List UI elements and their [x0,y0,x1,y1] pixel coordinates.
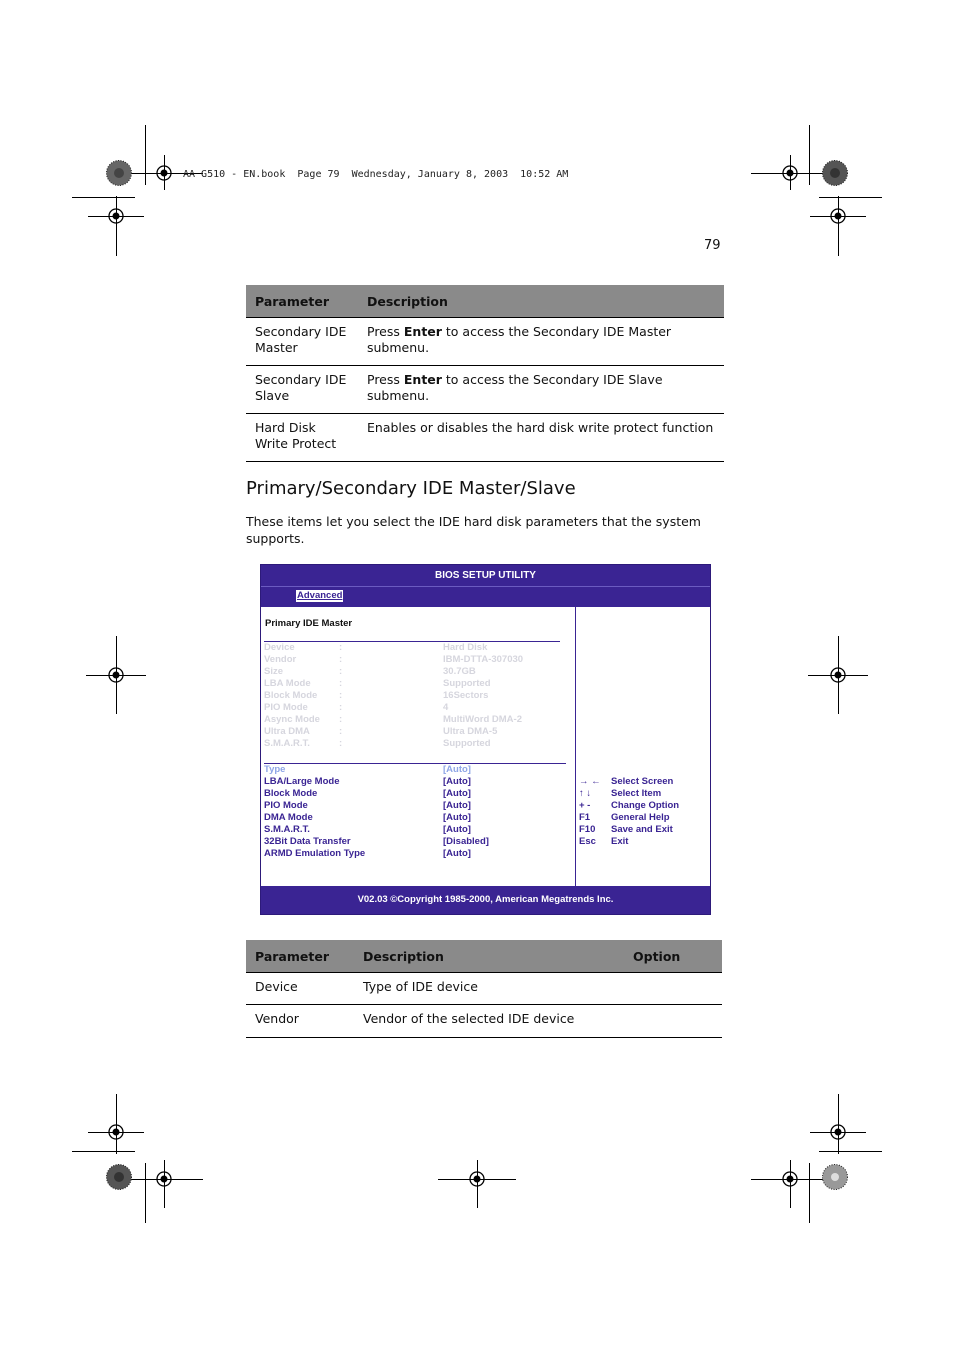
panel-divider [575,606,576,886]
list-item: PIO Mode : 4 [264,702,449,713]
list-item: ↑ ↓ Select Item [579,788,662,799]
density-disc-icon [822,1164,848,1190]
option-type[interactable]: Type [Auto] [264,764,471,775]
registration-mark-icon [779,162,801,184]
density-disc-icon [822,160,848,186]
density-disc-icon [106,160,132,186]
option-cell [624,973,722,1005]
column-header: Description [358,285,724,318]
parameter-table-1 [246,285,724,462]
list-item: LBA Mode : Supported [264,678,491,689]
table-row [246,366,724,414]
registration-mark-icon [105,1121,127,1143]
crop-line [145,125,146,185]
param-cell: Device [246,973,354,1005]
crop-line [809,1163,810,1223]
list-item: Device : Hard Disk [264,642,488,653]
option-dma-mode[interactable]: DMA Mode [Auto] [264,812,471,823]
submenu-title: Primary IDE Master [265,618,353,629]
page-number: 79 [704,238,721,253]
option-armd-emulation-type[interactable]: ARMD Emulation Type [Auto] [264,848,471,859]
column-header: Option [624,940,722,973]
intro-paragraph: These items let you select the IDE hard disk parameters that the system supports. [246,514,701,546]
print-header-line: AA G510 - EN.book Page 79 Wednesday, January 8, 2003 10:52 AM [183,169,569,180]
description-cell: Vendor of the selected IDE device [354,1005,624,1038]
option-lba-large-mode[interactable]: LBA/Large Mode [Auto] [264,776,471,787]
registration-mark-icon [827,205,849,227]
bios-screen [260,564,711,915]
registration-mark-icon [153,162,175,184]
list-item: S.M.A.R.T. : Supported [264,738,491,749]
density-disc-icon [106,1164,132,1190]
list-item: F1 General Help [579,812,670,823]
option-pio-mode[interactable]: PIO Mode [Auto] [264,800,471,811]
list-item: Block Mode : 16Sectors [264,690,489,701]
crop-line [809,125,810,185]
bios-title: BIOS SETUP UTILITY [261,565,710,586]
param-cell: Hard Disk Write Protect [246,414,358,462]
crop-line [819,197,882,198]
crop-line [819,1151,882,1152]
option-32bit-data-transfer[interactable]: 32Bit Data Transfer [Disabled] [264,836,489,847]
option-smart[interactable]: S.M.A.R.T. [Auto] [264,824,471,835]
table-row [246,414,724,462]
description-cell: Enables or disables the hard disk write protect function [358,414,724,462]
description-cell: Press Enter to access the Secondary IDE Master submenu. [358,318,724,366]
option-cell [624,1005,722,1038]
param-cell: Secondary IDE Master [246,318,358,366]
list-item: Size : 30.7GB [264,666,476,677]
list-item: + - Change Option [579,800,680,811]
column-header: Parameter [246,285,358,318]
device-info-list [264,642,564,757]
parameter-table-2 [246,940,722,1038]
registration-mark-icon [827,664,849,686]
option-list [264,764,564,864]
tab-advanced[interactable]: Advanced [297,590,343,601]
registration-mark-icon [779,1168,801,1190]
description-cell: Type of IDE device [354,973,624,1005]
table-row [246,973,722,1005]
list-item: F10 Save and Exit [579,824,673,835]
registration-mark-icon [827,1121,849,1143]
param-cell: Vendor [246,1005,354,1038]
list-item: Ultra DMA : Ultra DMA-5 [264,726,498,737]
list-item: → ← Select Screen [579,776,674,787]
bios-tab-bar [261,586,710,607]
registration-mark-icon [466,1168,488,1190]
column-header: Description [354,940,624,973]
list-item: Vendor : IBM-DTTA-307030 [264,654,524,665]
crop-line [72,197,135,198]
list-item: Esc Exit [579,836,629,847]
crop-line [145,1163,146,1223]
registration-mark-icon [105,664,127,686]
registration-mark-icon [153,1168,175,1190]
table-row [246,318,724,366]
option-block-mode[interactable]: Block Mode [Auto] [264,788,471,799]
bios-footer: V02.03 ©Copyright 1985-2000, American Megatrends Inc. [261,886,710,914]
section-title: Primary/Secondary IDE Master/Slave [246,478,576,499]
description-cell: Press Enter to access the Secondary IDE Slave submenu. [358,366,724,414]
table-row [246,1005,722,1038]
key-help-list [579,776,707,852]
list-item: Async Mode : MultiWord DMA-2 [264,714,522,725]
param-cell: Secondary IDE Slave [246,366,358,414]
column-header: Parameter [246,940,354,973]
registration-mark-icon [105,205,127,227]
crop-line [72,1151,135,1152]
